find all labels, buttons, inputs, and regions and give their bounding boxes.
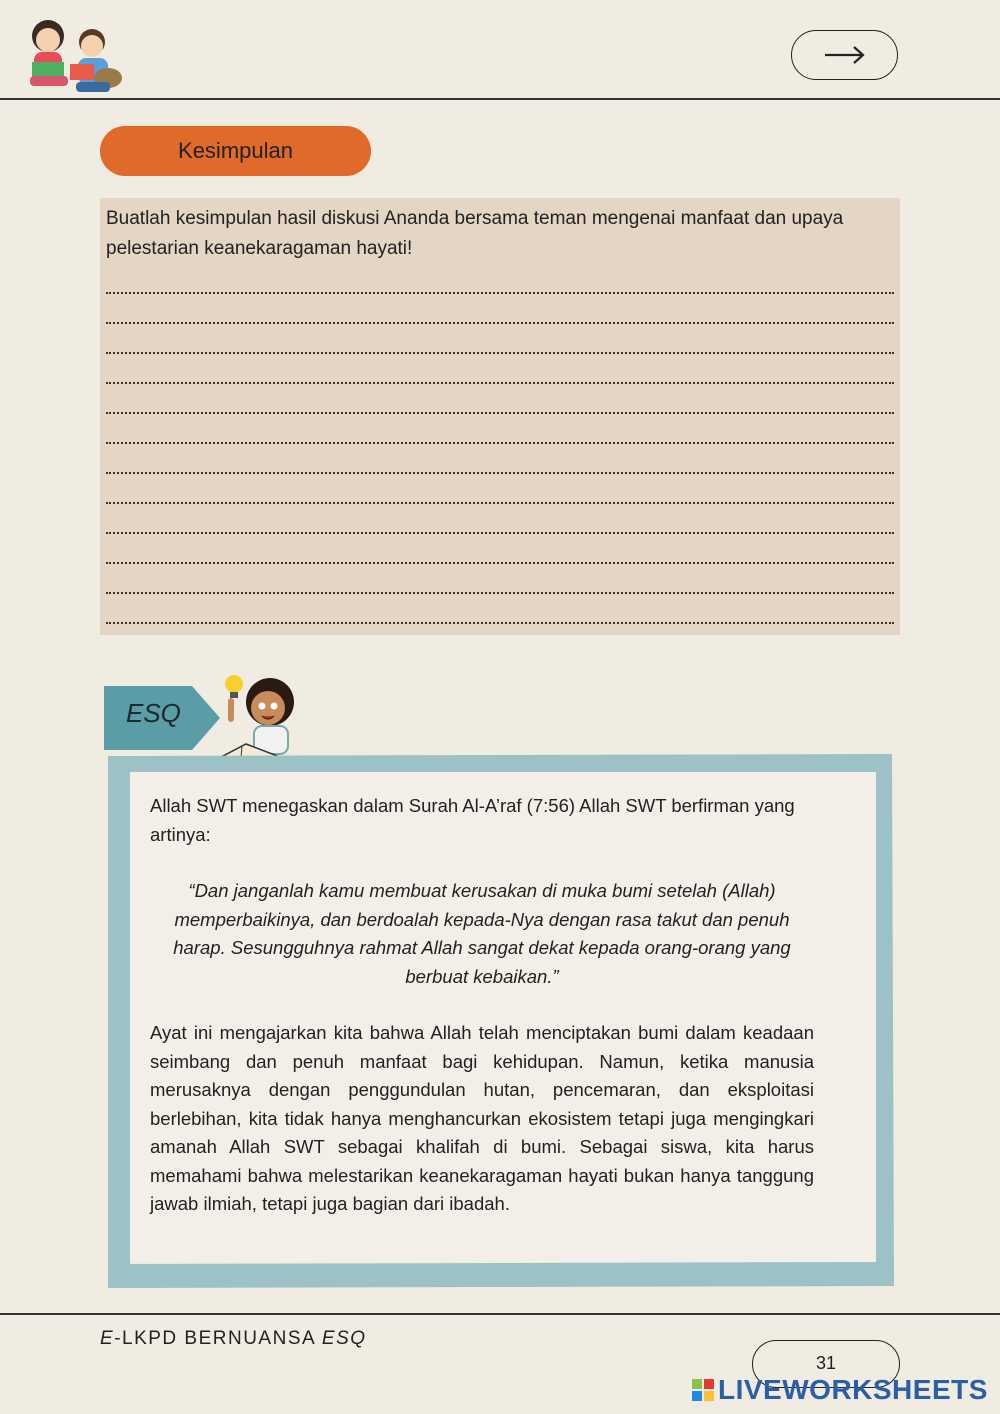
answer-line[interactable] xyxy=(106,264,894,294)
esq-body: Ayat ini mengajarkan kita bahwa Allah telah menciptakan bumi dalam keadaan seimbang dan penuh manfaat bagi kehidupan. Namun, ketika manusia merusaknya dengan penggundulan hutan, pencemaran, dan eksploitasi berlebihan, kita tidak hanya menghancurkan ekosistem tetapi juga mengingkari amanah Allah SWT sebagai khalifah di bumi. Sebagai siswa, kita harus memahami bahwa melestarikan keanekaragaman hayati bukan hanya tanggung jawab ilmiah, tetapi juga bagian dari ibadah. xyxy=(150,1022,814,1214)
footer-title-prefix: E xyxy=(100,1328,115,1349)
page-number: 31 xyxy=(752,1340,900,1388)
footer-title xyxy=(100,1328,367,1350)
header-divider xyxy=(0,98,1000,100)
answer-lines xyxy=(106,264,894,624)
esq-quote: “Dan janganlah kamu membuat kerusakan di muka bumi setelah (Allah) memperbaikinya, dan berdoalah kepada-Nya dengan rasa takut dan penuh harap. Sesungguhnya rahmat Allah sangat dekat kepada orang-orang yang berbuat kebaikan.” xyxy=(173,880,791,987)
section-title: Kesimpulan xyxy=(100,126,371,176)
kids-reading-illustration xyxy=(18,12,128,98)
section-prompt: Buatlah kesimpulan hasil diskusi Ananda bersama teman mengenai manfaat dan upaya pelestarian keanekaragaman hayati! xyxy=(106,208,844,259)
answer-line[interactable] xyxy=(106,354,894,384)
answer-line[interactable] xyxy=(106,534,894,564)
answer-line[interactable] xyxy=(106,324,894,354)
arrow-right-icon xyxy=(823,45,867,65)
answer-line[interactable] xyxy=(106,294,894,324)
footer-divider xyxy=(0,1313,1000,1315)
esq-content xyxy=(150,792,814,1219)
answer-line[interactable] xyxy=(106,414,894,444)
next-page-button[interactable] xyxy=(791,30,898,80)
liveworksheets-logo xyxy=(692,1379,714,1401)
answer-line[interactable] xyxy=(106,474,894,504)
footer-title-middle: -LKPD BERNUANSA xyxy=(114,1328,322,1349)
liveworksheets-text: LIVEWORKSHEETS xyxy=(718,1374,988,1405)
answer-line[interactable] xyxy=(106,564,894,594)
footer-title-suffix: ESQ xyxy=(321,1328,367,1349)
answer-box xyxy=(100,198,900,635)
answer-line[interactable] xyxy=(106,504,894,534)
answer-line[interactable] xyxy=(106,444,894,474)
liveworksheets-watermark xyxy=(692,1373,988,1407)
esq-tag: ESQ xyxy=(126,698,181,728)
esq-intro: Allah SWT menegaskan dalam Surah Al-A’raf (7:56) Allah SWT berfirman yang artinya: xyxy=(150,795,795,845)
answer-line[interactable] xyxy=(106,594,894,624)
answer-line[interactable] xyxy=(106,384,894,414)
